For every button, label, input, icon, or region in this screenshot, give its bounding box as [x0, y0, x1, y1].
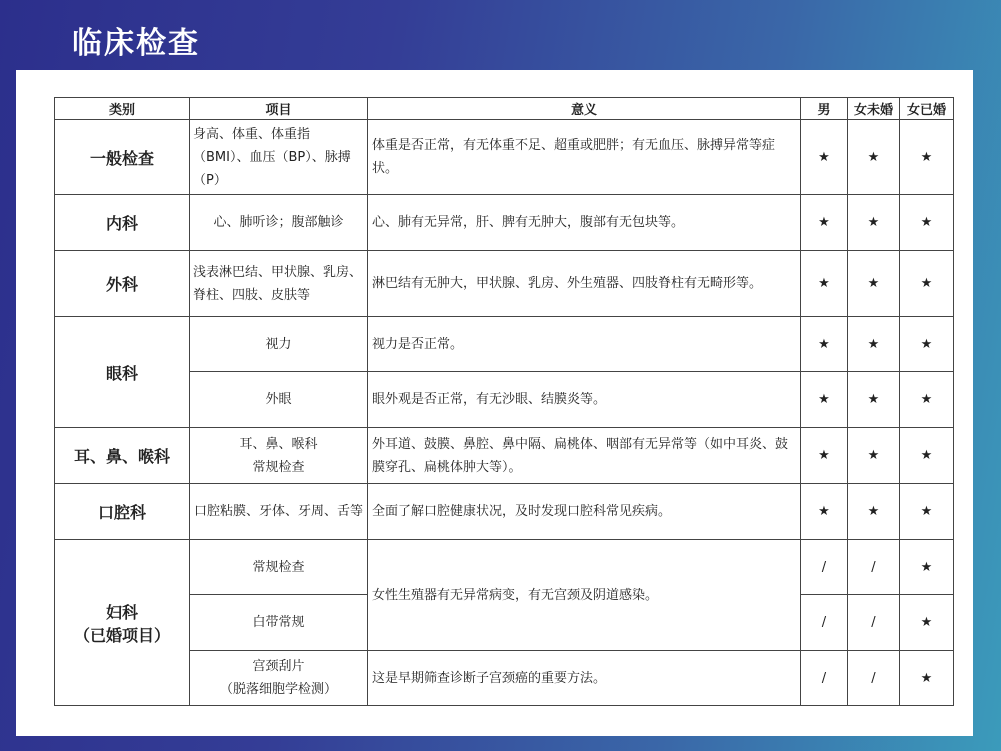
female-unmarried-mark: ★	[848, 120, 900, 195]
male-mark: ★	[801, 428, 848, 484]
female-married-mark: ★	[900, 651, 954, 706]
header-female-married: 女已婚	[900, 98, 954, 120]
item-cell	[190, 651, 368, 706]
table-row	[55, 120, 954, 195]
header-female-unmarried: 女未婚	[848, 98, 900, 120]
male-mark: ★	[801, 120, 848, 195]
table-header-row	[55, 98, 954, 120]
male-mark: /	[801, 595, 848, 651]
table-row	[55, 428, 954, 484]
meaning-cell: 女性生殖器有无异常病变，有无宫颈及阴道感染。	[368, 540, 801, 651]
category-line: 妇科	[105, 602, 138, 622]
male-mark: /	[801, 540, 848, 595]
female-married-mark: ★	[900, 120, 954, 195]
item-line: 耳、鼻、喉科	[239, 436, 318, 452]
item-cell: 浅表淋巴结、甲状腺、乳房、脊柱、四肢、皮肤等	[190, 251, 368, 317]
item-cell: 外眼	[190, 372, 368, 428]
clinical-exam-table	[54, 97, 954, 706]
category-cell: 一般检查	[55, 120, 190, 195]
female-unmarried-mark: ★	[848, 317, 900, 372]
female-married-mark: ★	[900, 372, 954, 428]
table-row	[55, 540, 954, 595]
table-row	[55, 251, 954, 317]
table-row	[55, 484, 954, 540]
category-cell: 耳、鼻、喉科	[55, 428, 190, 484]
meaning-cell: 体重是否正常，有无体重不足、超重或肥胖；有无血压、脉搏异常等症状。	[368, 120, 801, 195]
item-cell: 常规检查	[190, 540, 368, 595]
item-line: （脱落细胞学检测）	[219, 682, 337, 697]
male-mark: ★	[801, 251, 848, 317]
meaning-cell: 这是早期筛查诊断子宫颈癌的重要方法。	[368, 651, 801, 706]
female-unmarried-mark: /	[848, 651, 900, 706]
header-meaning: 意义	[368, 98, 801, 120]
item-cell: 视力	[190, 317, 368, 372]
item-line: 常规检查	[252, 459, 305, 475]
male-mark: ★	[801, 195, 848, 251]
category-cell: 眼科	[55, 317, 190, 428]
table-row	[55, 651, 954, 706]
header-item: 项目	[190, 98, 368, 120]
female-married-mark: ★	[900, 540, 954, 595]
male-mark: ★	[801, 317, 848, 372]
female-unmarried-mark: /	[848, 540, 900, 595]
item-cell: 白带常规	[190, 595, 368, 651]
female-married-mark: ★	[900, 595, 954, 651]
content-panel	[16, 70, 973, 736]
item-cell: 身高、体重、体重指（BMI）、血压（BP）、脉搏（P）	[190, 120, 368, 195]
category-cell: 口腔科	[55, 484, 190, 540]
category-cell: 内科	[55, 195, 190, 251]
item-cell: 口腔粘膜、牙体、牙周、舌等	[190, 484, 368, 540]
header-male: 男	[801, 98, 848, 120]
table-row	[55, 195, 954, 251]
page-title: 临床检查	[72, 26, 200, 61]
female-unmarried-mark: /	[848, 595, 900, 651]
table-row	[55, 317, 954, 372]
female-married-mark: ★	[900, 428, 954, 484]
male-mark: ★	[801, 484, 848, 540]
male-mark: /	[801, 651, 848, 706]
female-married-mark: ★	[900, 251, 954, 317]
meaning-cell: 外耳道、鼓膜、鼻腔、鼻中隔、扁桃体、咽部有无异常等（如中耳炎、鼓膜穿孔、扁桃体肿大等）。	[368, 428, 801, 484]
item-line: 宫颈刮片	[252, 659, 305, 674]
female-unmarried-mark: ★	[848, 484, 900, 540]
meaning-cell: 全面了解口腔健康状况，及时发现口腔科常见疾病。	[368, 484, 801, 540]
female-married-mark: ★	[900, 484, 954, 540]
header-category: 类别	[55, 98, 190, 120]
female-unmarried-mark: ★	[848, 195, 900, 251]
table-row	[55, 372, 954, 428]
category-line: （已婚项目）	[73, 625, 170, 645]
category-cell: 外科	[55, 251, 190, 317]
item-cell: 心、肺听诊；腹部触诊	[190, 195, 368, 251]
female-married-mark: ★	[900, 195, 954, 251]
item-cell	[190, 428, 368, 484]
female-unmarried-mark: ★	[848, 428, 900, 484]
category-cell	[55, 540, 190, 706]
meaning-cell: 心、肺有无异常，肝、脾有无肿大，腹部有无包块等。	[368, 195, 801, 251]
female-married-mark: ★	[900, 317, 954, 372]
meaning-cell: 淋巴结有无肿大，甲状腺、乳房、外生殖器、四肢脊柱有无畸形等。	[368, 251, 801, 317]
meaning-cell: 视力是否正常。	[368, 317, 801, 372]
meaning-cell: 眼外观是否正常，有无沙眼、结膜炎等。	[368, 372, 801, 428]
female-unmarried-mark: ★	[848, 251, 900, 317]
male-mark: ★	[801, 372, 848, 428]
female-unmarried-mark: ★	[848, 372, 900, 428]
